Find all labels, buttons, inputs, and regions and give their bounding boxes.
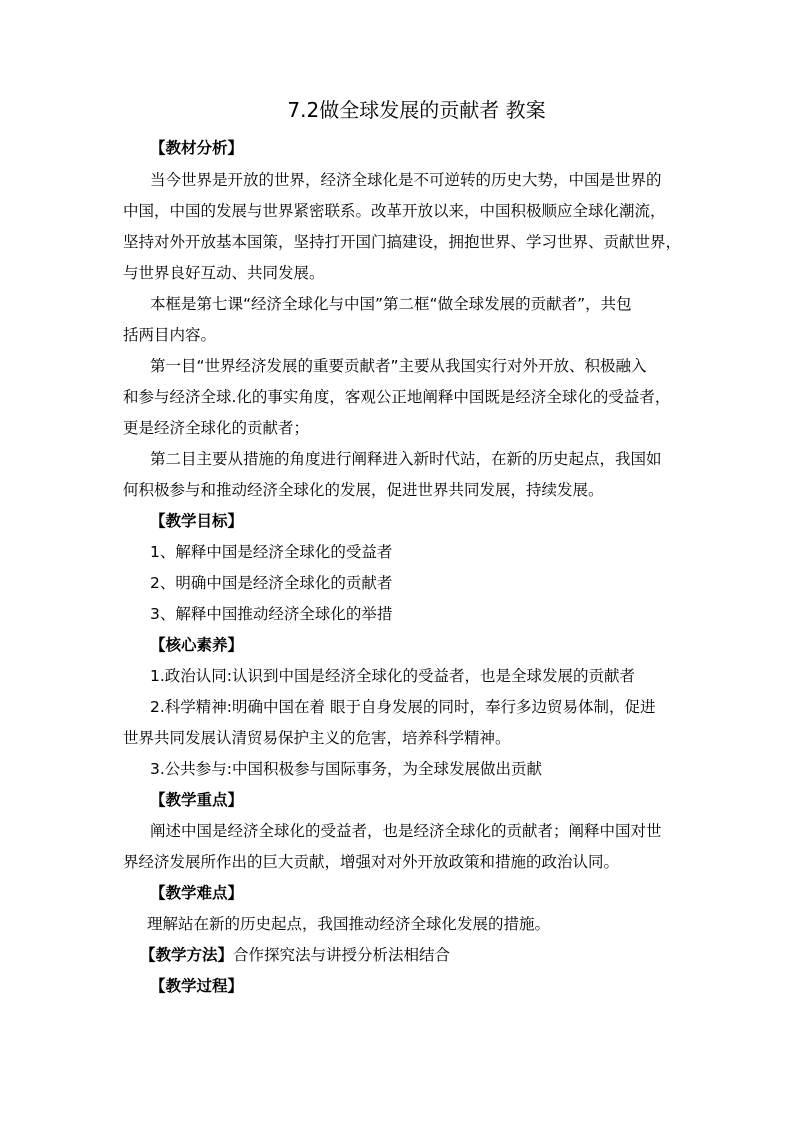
paragraph-line: 何积极参与和推动经济全球化的发展，促进世界共同发展，持续发展。 [123,481,604,499]
section-heading-core-literacy: 【核心素养】 [150,636,244,654]
paragraph-line: 世界共同发展认清贸易保护主义的危害，培养科学精神。 [123,729,511,747]
teaching-method-text: 合作探究法与讲授分析法相结合 [233,946,451,964]
paragraph-line: 第一目“世界经济发展的重要贡献者”主要从我国实行对外开放、积极融入 [150,357,647,375]
paragraph-line: 阐述中国是经济全球化的受益者，也是经济全球化的贡献者；阐释中国对世 [150,822,662,840]
paragraph-line: 括两目内容。 [123,326,217,344]
section-heading-teaching-method: 【教学方法】 [140,946,234,964]
teaching-method-line [140,944,450,966]
paragraph-line: 当今世界是开放的世界，经济全球化是不可逆转的历史大势，中国是世界的 [150,171,662,189]
paragraph-line: 界经济发展所作出的巨大贡献，增强对对外开放政策和措施的政治认同。 [123,853,620,871]
section-heading-textbook-analysis: 【教材分析】 [150,139,244,157]
paragraph-line: 理解站在新的历史起点，我国推动经济全球化发展的措施。 [147,915,551,933]
list-item: 3.公共参与:中国积极参与国际事务，为全球发展做出贡献 [150,760,543,778]
section-heading-difficult-points: 【教学难点】 [150,884,244,902]
document-title: 7.2做全球发展的贡献者 教案 [287,98,546,122]
section-heading-key-points: 【教学重点】 [150,791,244,809]
paragraph-line: 第二目主要从措施的角度进行阐释进入新时代站，在新的历史起点，我国如 [150,450,662,468]
list-item: 1、解释中国是经济全球化的受益者 [150,543,393,561]
section-heading-teaching-process: 【教学过程】 [150,977,244,995]
list-item: 1.政治认同:认识到中国是经济全球化的受益者，也是全球发展的贡献者 [150,667,636,685]
list-item: 3、解释中国推动经济全球化的举措 [150,605,393,623]
section-heading-teaching-goals: 【教学目标】 [150,512,244,530]
paragraph-line: 和参与经济全球.化的事实角度，客观公正地阐释中国既是经济全球化的受益者， [123,388,671,406]
paragraph-line: 本框是第七课“经济全球化与中国”第二框“做全球发展的贡献者”，共包 [150,295,632,313]
paragraph-line: 更是经济全球化的贡献者； [123,419,310,437]
paragraph-line: 坚持对外开放基本国策，坚持打开国门搞建设，拥抱世界、学习世界、贡献世界， [123,233,682,251]
list-item: 2.科学精神:明确中国在着 眼于自身发展的同时，奉行多边贸易体制，促进 [150,698,656,716]
paragraph-line: 中国，中国的发展与世界紧密联系。改革开放以来，中国积极顺应全球化潮流， [123,202,666,220]
list-item: 2、明确中国是经济全球化的贡献者 [150,574,393,592]
paragraph-line: 与世界良好互动、共同发展。 [123,264,325,282]
